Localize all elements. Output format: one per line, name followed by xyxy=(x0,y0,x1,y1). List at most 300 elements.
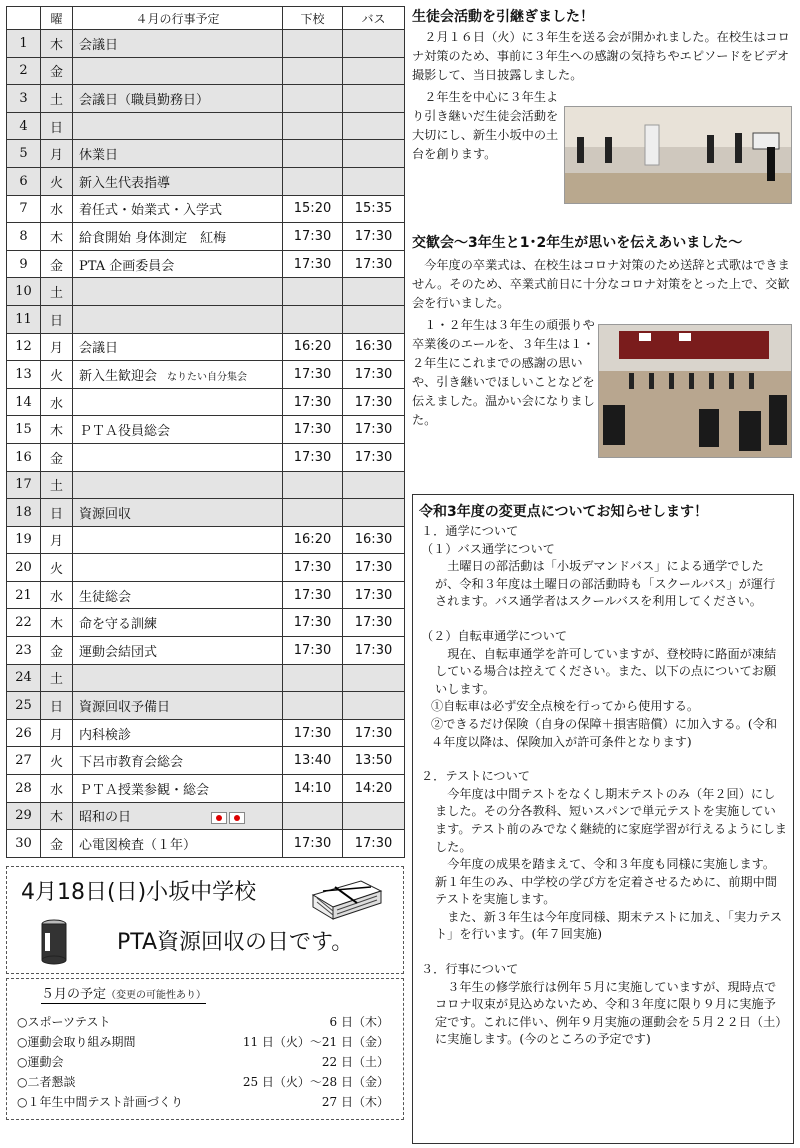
dismiss-time-cell xyxy=(283,361,343,389)
section-events-heading: ３．行事について xyxy=(421,962,519,977)
test-paragraph-1: 今年度は中間テストをなくし期末テストのみ（年２回）にしました。その分各教科、短いスパンで単元テストを実施しています。テスト前のみでなく継続的に家庭学習が行えるようにしました。 xyxy=(435,786,787,854)
event-cell xyxy=(73,830,283,858)
date-cell-text: 8 xyxy=(19,228,28,244)
event-cell xyxy=(73,609,283,637)
bus-time-cell-text: 17:30 xyxy=(354,449,393,465)
dismiss-time-cell xyxy=(283,30,343,58)
event-cell xyxy=(73,278,283,306)
subsection-bus-heading: （１）バス通学について xyxy=(421,541,555,556)
dismiss-time-cell xyxy=(283,692,343,720)
event-cell xyxy=(73,775,283,803)
day-cell-text: 月 xyxy=(49,727,63,743)
date-cell xyxy=(7,278,41,306)
day-cell-text: 日 xyxy=(49,120,63,136)
japan-flags-icon xyxy=(209,810,245,825)
event-cell xyxy=(73,692,283,720)
exchange-meeting-title: 交歓会～3年生と1･2年生が思いを伝えあいました～ xyxy=(412,235,743,251)
section-commute-heading: １．通学について xyxy=(421,524,519,538)
date-cell-text: 13 xyxy=(15,366,32,382)
date-cell xyxy=(7,305,41,333)
day-cell-text: 日 xyxy=(49,700,63,716)
bus-time-cell-text: 17:30 xyxy=(354,560,393,576)
date-cell-text: 12 xyxy=(15,339,32,355)
day-cell xyxy=(41,830,73,858)
event-cell xyxy=(73,471,283,499)
day-cell-text: 木 xyxy=(49,37,63,53)
bus-time-cell-text: 17:30 xyxy=(354,587,393,603)
table-row xyxy=(7,747,405,775)
date-cell-text: 9 xyxy=(19,256,28,272)
fiscal-year-changes-notice xyxy=(412,494,794,1144)
table-row xyxy=(7,30,405,58)
event-cell xyxy=(73,223,283,251)
date-cell-text: 5 xyxy=(19,146,28,162)
day-cell xyxy=(41,167,73,195)
changes-notice-title: 令和3年度の変更点についてお知らせします！ xyxy=(419,504,709,520)
may-event-date: 11 日（火）～21 日（金） xyxy=(242,1034,389,1049)
date-cell xyxy=(7,250,41,278)
date-cell xyxy=(7,112,41,140)
event-cell xyxy=(73,361,283,389)
date-cell xyxy=(7,416,41,444)
date-cell xyxy=(7,30,41,58)
april-schedule-table xyxy=(6,6,405,858)
table-row xyxy=(7,609,405,637)
table-row xyxy=(7,499,405,527)
table-row xyxy=(7,802,405,830)
day-cell xyxy=(41,30,73,58)
day-cell xyxy=(41,112,73,140)
event-cell xyxy=(73,416,283,444)
bus-time-cell-text: 17:30 xyxy=(354,615,393,631)
dismiss-time-cell xyxy=(283,333,343,361)
day-cell xyxy=(41,388,73,416)
may-event-item xyxy=(17,1033,397,1053)
table-row xyxy=(7,361,405,389)
event-cell-text: 生徒総会 xyxy=(79,589,132,605)
bus-time-cell xyxy=(343,167,405,195)
event-cell-text: 会議日 xyxy=(79,341,119,357)
date-cell xyxy=(7,609,41,637)
may-title-note: （変更の可能性あり） xyxy=(106,989,207,1001)
section-test-heading: ２．テストについて xyxy=(421,769,530,784)
date-cell-text: 16 xyxy=(15,449,32,465)
date-cell-text: 20 xyxy=(15,560,32,576)
day-cell xyxy=(41,747,73,775)
dismiss-time-cell xyxy=(283,554,343,582)
table-row xyxy=(7,85,405,113)
bus-time-cell xyxy=(343,554,405,582)
bus-time-cell xyxy=(343,85,405,113)
day-cell-text: 火 xyxy=(49,175,63,191)
event-cell xyxy=(73,333,283,361)
date-cell-text: 23 xyxy=(15,642,32,658)
header-bus: バス xyxy=(343,7,405,30)
dismiss-time-cell-text: 17:30 xyxy=(293,394,332,410)
day-cell xyxy=(41,581,73,609)
day-cell-text: 火 xyxy=(49,562,63,578)
day-cell xyxy=(41,140,73,168)
event-cell xyxy=(73,499,283,527)
dismiss-time-cell xyxy=(283,775,343,803)
dismiss-time-cell xyxy=(283,802,343,830)
event-cell xyxy=(73,112,283,140)
bus-time-cell-text: 14:20 xyxy=(354,780,393,796)
student-council-title: 生徒会活動を引継ぎました！ xyxy=(412,9,594,25)
day-cell xyxy=(41,719,73,747)
dismiss-time-cell-text: 17:30 xyxy=(293,587,332,603)
event-cell xyxy=(73,443,283,471)
event-cell xyxy=(73,57,283,85)
event-cell xyxy=(73,30,283,58)
day-cell xyxy=(41,278,73,306)
dismiss-time-cell xyxy=(283,526,343,554)
bus-time-cell xyxy=(343,250,405,278)
farewell-event-photo xyxy=(564,106,792,204)
may-schedule-box xyxy=(6,978,404,1120)
day-cell-text: 木 xyxy=(49,617,63,633)
event-cell-text: 新入生代表指導 xyxy=(79,175,171,191)
date-cell-text: 19 xyxy=(15,532,32,548)
dismiss-time-cell xyxy=(283,85,343,113)
table-row xyxy=(7,637,405,665)
dismiss-time-cell-text: 16:20 xyxy=(293,532,332,548)
date-cell xyxy=(7,581,41,609)
date-cell xyxy=(7,85,41,113)
bus-time-cell-text: 17:30 xyxy=(354,228,393,244)
day-cell xyxy=(41,85,73,113)
day-cell xyxy=(41,499,73,527)
may-title-text: ５月の予定 xyxy=(41,986,107,1002)
header-event: ４月の行事予定 xyxy=(73,7,283,30)
day-cell-text: 木 xyxy=(49,810,63,826)
bus-time-cell xyxy=(343,609,405,637)
event-cell xyxy=(73,719,283,747)
table-row xyxy=(7,140,405,168)
day-cell-text: 土 xyxy=(49,92,63,108)
event-cell xyxy=(73,802,283,830)
day-cell xyxy=(41,554,73,582)
bus-time-cell-text: 17:30 xyxy=(354,725,393,741)
event-cell-text: 資源回収予備日 xyxy=(79,700,171,716)
dismiss-time-cell-text: 17:30 xyxy=(293,642,332,658)
bus-time-cell xyxy=(343,692,405,720)
event-cell-text: 会議日 xyxy=(79,37,119,53)
can-icon xyxy=(39,919,69,965)
date-cell xyxy=(7,637,41,665)
date-cell-text: 17 xyxy=(15,477,32,493)
may-event-name: ○運動会取り組み期間 xyxy=(17,1034,136,1049)
bus-time-cell-text: 16:30 xyxy=(354,339,393,355)
date-cell-text: 10 xyxy=(15,284,32,300)
dismiss-time-cell xyxy=(283,609,343,637)
table-row xyxy=(7,278,405,306)
day-cell xyxy=(41,250,73,278)
day-cell-text: 金 xyxy=(49,65,63,81)
event-cell xyxy=(73,526,283,554)
bus-time-cell xyxy=(343,112,405,140)
may-event-item xyxy=(17,1053,397,1073)
event-cell-text: ＰＴＡ役員総会 xyxy=(79,424,171,440)
day-cell xyxy=(41,416,73,444)
table-row xyxy=(7,195,405,223)
date-cell xyxy=(7,361,41,389)
event-cell xyxy=(73,195,283,223)
may-event-date: 6 日（木） xyxy=(329,1014,389,1029)
event-cell-text: ＰＴＡ授業参観・総会 xyxy=(79,782,210,798)
day-cell xyxy=(41,333,73,361)
day-cell xyxy=(41,223,73,251)
bus-time-cell xyxy=(343,637,405,665)
day-cell-text: 月 xyxy=(49,341,63,357)
student-council-section xyxy=(412,6,796,228)
bus-time-cell-text: 17:30 xyxy=(354,366,393,382)
event-cell xyxy=(73,554,283,582)
date-cell xyxy=(7,333,41,361)
subsection-bicycle-heading: （２）自転車通学について xyxy=(421,628,568,643)
bus-time-cell xyxy=(343,30,405,58)
event-cell xyxy=(73,637,283,665)
date-cell xyxy=(7,388,41,416)
may-event-name: ○二者懇談 xyxy=(17,1074,76,1089)
dismiss-time-cell-text: 14:10 xyxy=(293,780,332,796)
day-cell-text: 土 xyxy=(49,479,63,495)
bus-time-cell-text: 17:30 xyxy=(354,642,393,658)
bus-time-cell xyxy=(343,719,405,747)
may-event-date: 27 日（木） xyxy=(321,1094,389,1109)
table-row xyxy=(7,57,405,85)
event-cell-text: 資源回収 xyxy=(79,506,132,522)
day-cell-text: 金 xyxy=(49,258,63,274)
table-row xyxy=(7,443,405,471)
may-event-item xyxy=(17,1093,397,1113)
dismiss-time-cell xyxy=(283,664,343,692)
header-day: 曜 xyxy=(41,7,73,30)
dismiss-time-cell-text: 17:30 xyxy=(293,615,332,631)
dismiss-time-cell-text: 16:20 xyxy=(293,339,332,355)
newspaper-bundle-icon xyxy=(305,873,385,923)
event-cell-text: 内科検診 xyxy=(79,727,132,743)
bus-time-cell xyxy=(343,361,405,389)
event-cell-text: 給食開始 身体測定 紅梅 xyxy=(79,230,227,246)
date-cell xyxy=(7,802,41,830)
left-column xyxy=(6,6,404,1120)
date-cell-text: 27 xyxy=(15,753,32,769)
dismiss-time-cell xyxy=(283,278,343,306)
event-cell-text: 心電図検査（１年） xyxy=(79,838,197,854)
right-column xyxy=(412,6,796,1047)
table-row xyxy=(7,775,405,803)
bus-time-cell xyxy=(343,747,405,775)
bus-time-cell xyxy=(343,443,405,471)
bicycle-rule-2: ②できるだけ保険（自身の保障＋損害賠償）に加入する。(令和４年度以降は、保険加入が許可条件となります) xyxy=(431,716,778,749)
bus-time-cell xyxy=(343,830,405,858)
table-row xyxy=(7,581,405,609)
day-cell xyxy=(41,195,73,223)
date-cell-text: 3 xyxy=(19,90,28,106)
student-council-paragraph-2: ２年生を中心に３年生より引き継いだ生徒会活動を大切にし、新生小坂中の土台を創ります。 xyxy=(412,90,559,161)
exchange-meeting-paragraph-2: １・２年生は３年生の頑張りや卒業後のエールを、３年生は１・２年生にこれまでの感謝の思いや、引き継いでほしいことなどを伝えました。温かい会になりました。 xyxy=(412,318,595,427)
header-date xyxy=(7,7,41,30)
may-event-item xyxy=(17,1013,397,1033)
date-cell-text: 22 xyxy=(15,615,32,631)
date-cell-text: 29 xyxy=(15,808,32,824)
event-cell xyxy=(73,250,283,278)
test-paragraph-3: また、新３年生は今年度同様、期末テストに加え、「実力テスト」を行います。(年７回実施) xyxy=(435,909,783,942)
dismiss-time-cell xyxy=(283,416,343,444)
event-cell xyxy=(73,581,283,609)
day-cell-text: 木 xyxy=(49,230,63,246)
date-cell xyxy=(7,775,41,803)
event-cell xyxy=(73,305,283,333)
event-cell xyxy=(73,85,283,113)
bus-time-cell-text: 17:30 xyxy=(354,422,393,438)
dismiss-time-cell-text: 17:30 xyxy=(293,725,332,741)
event-cell xyxy=(73,167,283,195)
table-row xyxy=(7,112,405,140)
may-event-name: ○運動会 xyxy=(17,1054,64,1069)
date-cell xyxy=(7,471,41,499)
event-cell-text: 会議日（職員勤務日） xyxy=(79,92,210,108)
bus-time-cell-text: 16:30 xyxy=(354,532,393,548)
event-cell-text: 命を守る訓練 xyxy=(79,617,158,633)
table-header-row xyxy=(7,7,405,30)
table-row xyxy=(7,471,405,499)
dismiss-time-cell xyxy=(283,388,343,416)
date-cell-text: 26 xyxy=(15,725,32,741)
dismiss-time-cell xyxy=(283,637,343,665)
dismiss-time-cell xyxy=(283,140,343,168)
day-cell-text: 月 xyxy=(49,148,63,164)
date-cell-text: 25 xyxy=(15,698,32,714)
bus-time-cell xyxy=(343,664,405,692)
date-cell xyxy=(7,554,41,582)
date-cell xyxy=(7,526,41,554)
event-cell xyxy=(73,388,283,416)
may-event-list xyxy=(17,1013,397,1113)
dismiss-time-cell xyxy=(283,112,343,140)
event-cell-text: 運動会結団式 xyxy=(79,644,158,660)
table-row xyxy=(7,719,405,747)
day-cell-text: 水 xyxy=(49,396,63,412)
day-cell xyxy=(41,802,73,830)
dismiss-time-cell xyxy=(283,471,343,499)
bus-time-cell-text: 13:50 xyxy=(354,753,393,769)
event-cell-text: 下呂市教育会総会 xyxy=(79,755,184,771)
bus-time-cell xyxy=(343,57,405,85)
day-cell xyxy=(41,443,73,471)
pta-date-line: 4月18日(日)小坂中学校 xyxy=(21,879,257,905)
date-cell-text: 18 xyxy=(15,504,32,520)
dismiss-time-cell-text: 17:30 xyxy=(293,836,332,852)
date-cell-text: 6 xyxy=(19,173,28,189)
dismiss-time-cell xyxy=(283,719,343,747)
exchange-meeting-section xyxy=(412,232,796,480)
may-event-item xyxy=(17,1073,397,1093)
date-cell-text: 2 xyxy=(19,63,28,79)
dismiss-time-cell xyxy=(283,499,343,527)
dismiss-time-cell-text: 17:30 xyxy=(293,256,332,272)
day-cell-text: 土 xyxy=(49,286,63,302)
dismiss-time-cell xyxy=(283,830,343,858)
may-event-name: ○１年生中間テスト計画づくり xyxy=(17,1094,183,1109)
bus-time-cell xyxy=(343,305,405,333)
table-row xyxy=(7,250,405,278)
dismiss-time-cell xyxy=(283,195,343,223)
day-cell xyxy=(41,692,73,720)
dismiss-time-cell xyxy=(283,305,343,333)
day-cell-text: 日 xyxy=(49,506,63,522)
date-cell-text: 28 xyxy=(15,780,32,796)
may-event-date: 25 日（火）～28 日（金） xyxy=(242,1074,389,1089)
dismiss-time-cell-text: 17:30 xyxy=(293,449,332,465)
table-row xyxy=(7,388,405,416)
bus-time-cell xyxy=(343,388,405,416)
dismiss-time-cell-text: 13:40 xyxy=(293,753,332,769)
table-row xyxy=(7,664,405,692)
date-cell-text: 7 xyxy=(19,201,28,217)
bus-time-cell-text: 17:30 xyxy=(354,256,393,272)
event-cell-text: 昭和の日 xyxy=(79,810,132,826)
event-cell xyxy=(73,664,283,692)
bus-time-cell xyxy=(343,499,405,527)
dismiss-time-cell-text: 15:20 xyxy=(293,201,332,217)
date-cell xyxy=(7,443,41,471)
date-cell xyxy=(7,719,41,747)
table-row xyxy=(7,416,405,444)
event-cell xyxy=(73,747,283,775)
date-cell-text: 24 xyxy=(15,670,32,686)
pta-recycling-notice xyxy=(6,866,404,974)
day-cell xyxy=(41,526,73,554)
bicycle-rule-1: ①自転車は必ず安全点検を行ってから使用する。 xyxy=(431,699,700,714)
date-cell-text: 30 xyxy=(15,836,32,852)
exchange-meeting-paragraph-1: 今年度の卒業式は、在校生はコロナ対策のため送辞と式歌はできません。そのため、卒業式前日に十分なコロナ対策をとった上で、交歓会を行いました。 xyxy=(412,258,790,310)
dismiss-time-cell-text: 17:30 xyxy=(293,560,332,576)
bus-time-cell xyxy=(343,526,405,554)
day-cell-text: 木 xyxy=(49,424,63,440)
dismiss-time-cell xyxy=(283,443,343,471)
bus-time-cell xyxy=(343,471,405,499)
bus-time-cell xyxy=(343,581,405,609)
table-row xyxy=(7,830,405,858)
header-dismiss: 下校 xyxy=(283,7,343,30)
bus-commute-text: 土曜日の部活動は「小坂デマンドバス」による通学でしたが、令和３年度は土曜日の部活動時も「スクールバス」が運行されます。バス通学者はスクールバスを利用してください。 xyxy=(435,559,776,609)
date-cell xyxy=(7,57,41,85)
date-cell-text: 21 xyxy=(15,587,32,603)
dismiss-time-cell xyxy=(283,167,343,195)
date-cell xyxy=(7,830,41,858)
exchange-meeting-photo xyxy=(598,324,792,458)
table-row xyxy=(7,333,405,361)
day-cell xyxy=(41,361,73,389)
day-cell-text: 金 xyxy=(49,451,63,467)
dismiss-time-cell xyxy=(283,747,343,775)
bus-time-cell xyxy=(343,278,405,306)
may-event-name: ○スポーツテスト xyxy=(17,1014,111,1029)
event-cell-text: 着任式・始業式・入学式 xyxy=(79,203,223,219)
bus-time-cell xyxy=(343,223,405,251)
date-cell-text: 1 xyxy=(19,35,28,51)
bus-time-cell xyxy=(343,775,405,803)
day-cell xyxy=(41,775,73,803)
date-cell xyxy=(7,195,41,223)
day-cell xyxy=(41,664,73,692)
day-cell xyxy=(41,637,73,665)
event-cell-text: PTA 企画委員会 xyxy=(79,258,175,274)
dismiss-time-cell-text: 17:30 xyxy=(293,422,332,438)
date-cell-text: 14 xyxy=(15,394,32,410)
